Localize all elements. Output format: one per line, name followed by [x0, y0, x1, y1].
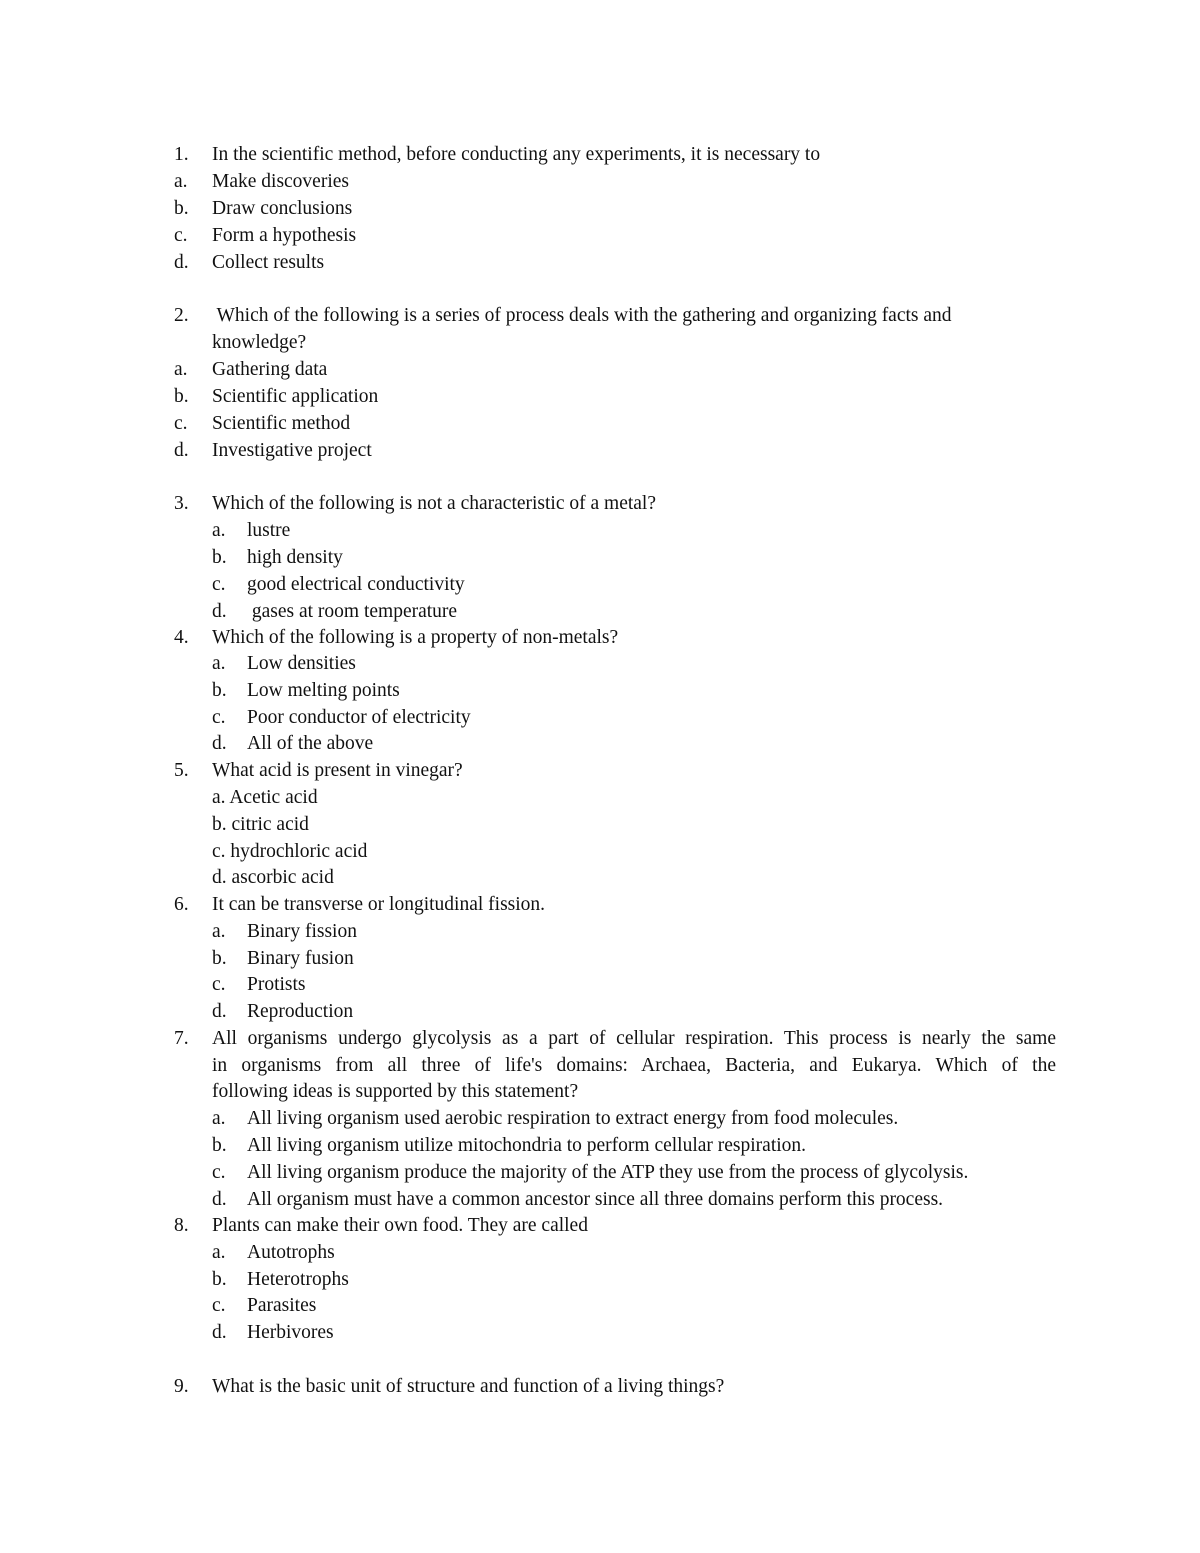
option-row: [0, 222, 1200, 249]
option-row: [0, 945, 1200, 972]
option-label: c.: [174, 225, 188, 246]
question-number: 9.: [174, 1376, 189, 1397]
option-row: [0, 517, 1200, 544]
option-text: a. Acetic acid: [212, 787, 318, 808]
option-text: Heterotrophs: [247, 1269, 349, 1290]
option-row: [0, 918, 1200, 945]
option-text: Reproduction: [247, 1001, 354, 1022]
option-label: d.: [174, 440, 189, 461]
option-text: Herbivores: [247, 1322, 334, 1343]
question-8: [0, 1212, 1200, 1239]
option-label: b.: [174, 386, 189, 407]
option-row: [0, 971, 1200, 998]
option-text: c. hydrochloric acid: [212, 841, 368, 862]
option-row: [0, 998, 1200, 1025]
option-text: All living organism used aerobic respiration to extract energy from food molecules.: [247, 1108, 899, 1129]
question-2: [0, 302, 1200, 329]
question-number: 5.: [174, 760, 189, 781]
option-row: [0, 784, 1200, 811]
option-text: lustre: [247, 520, 291, 541]
option-label: a.: [174, 171, 188, 192]
question-text-continued: [0, 1052, 1200, 1079]
option-text: Autotrophs: [247, 1242, 335, 1263]
option-label: b.: [212, 1269, 227, 1290]
option-text: Form a hypothesis: [212, 225, 357, 246]
option-row: [0, 1292, 1200, 1319]
option-label: a.: [212, 921, 226, 942]
option-text: gases at room temperature: [247, 601, 458, 622]
option-text: All living organism utilize mitochondria to perform cellular respiration.: [247, 1135, 807, 1156]
option-row: [0, 1132, 1200, 1159]
option-label: b.: [212, 680, 227, 701]
question-1: [0, 141, 1200, 168]
option-label: c.: [212, 1295, 226, 1316]
question-number: 1.: [174, 144, 189, 165]
option-label: b.: [212, 1135, 227, 1156]
option-text: Poor conductor of electricity: [247, 707, 471, 728]
option-row: [0, 544, 1200, 571]
option-text: Parasites: [247, 1295, 317, 1316]
option-label: d.: [212, 1001, 227, 1022]
option-label: a.: [212, 1242, 226, 1263]
option-label: a.: [212, 653, 226, 674]
option-text: b. citric acid: [212, 814, 309, 835]
option-row: [0, 1319, 1200, 1346]
question-4: [0, 624, 1200, 651]
option-text: Draw conclusions: [212, 198, 353, 219]
option-label: d.: [212, 1189, 227, 1210]
option-label: c.: [174, 413, 188, 434]
question-text: It can be transverse or longitudinal fission.: [212, 894, 546, 915]
option-text: All organism must have a common ancestor since all three domains perform this process.: [247, 1189, 944, 1210]
option-text: Binary fusion: [247, 948, 354, 969]
question-text: knowledge?: [212, 332, 307, 353]
option-row: [0, 650, 1200, 677]
option-row: [0, 598, 1200, 625]
option-row: [0, 730, 1200, 757]
option-text: Collect results: [212, 252, 325, 273]
question-text-continued: [0, 1078, 1200, 1105]
question-text: All organisms undergo glycolysis as a part of cellular respiration. This process is nearly the same: [212, 1028, 1056, 1049]
question-text: Plants can make their own food. They are called: [212, 1215, 588, 1236]
option-text: high density: [247, 547, 343, 568]
question-number: 7.: [174, 1028, 189, 1049]
question-9: [0, 1373, 1200, 1400]
option-row: [0, 410, 1200, 437]
option-text: Low densities: [247, 653, 356, 674]
option-label: b.: [212, 547, 227, 568]
question-text: following ideas is supported by this statement?: [212, 1081, 579, 1102]
option-label: c.: [212, 974, 226, 995]
option-label: d.: [212, 733, 227, 754]
option-text: Investigative project: [212, 440, 372, 461]
option-row: [0, 249, 1200, 276]
question-text: Which of the following is a property of non-metals?: [212, 627, 619, 648]
option-row: [0, 168, 1200, 195]
option-label: c.: [212, 574, 226, 595]
question-number: 2.: [174, 305, 189, 326]
option-row: [0, 838, 1200, 865]
option-row: [0, 1159, 1200, 1186]
option-text: d. ascorbic acid: [212, 867, 334, 888]
question-5: [0, 757, 1200, 784]
question-text: What is the basic unit of structure and function of a living things?: [212, 1376, 725, 1397]
option-row: [0, 864, 1200, 891]
question-number: 4.: [174, 627, 189, 648]
option-row: [0, 571, 1200, 598]
question-number: 3.: [174, 493, 189, 514]
option-row: [0, 383, 1200, 410]
option-text: All living organism produce the majority of the ATP they use from the process of glycolysis.: [247, 1162, 969, 1183]
option-text: Scientific method: [212, 413, 351, 434]
question-text: What acid is present in vinegar?: [212, 760, 463, 781]
option-label: a.: [212, 520, 226, 541]
option-label: d.: [174, 252, 189, 273]
option-text: Binary fission: [247, 921, 357, 942]
option-row: [0, 437, 1200, 464]
question-number: 8.: [174, 1215, 189, 1236]
question-text: in organisms from all three of life's domains: Archaea, Bacteria, and Eukarya. Which of the: [212, 1055, 1056, 1076]
option-label: d.: [212, 601, 227, 622]
option-label: b.: [212, 948, 227, 969]
option-label: a.: [174, 359, 188, 380]
option-row: [0, 1186, 1200, 1213]
question-text-continued: [0, 329, 1200, 356]
option-row: [0, 356, 1200, 383]
question-text: Which of the following is not a characteristic of a metal?: [212, 493, 656, 514]
option-text: All of the above: [247, 733, 374, 754]
option-text: Make discoveries: [212, 171, 349, 192]
question-6: [0, 891, 1200, 918]
option-text: Protists: [247, 974, 306, 995]
option-text: good electrical conductivity: [247, 574, 465, 595]
option-row: [0, 811, 1200, 838]
question-number: 6.: [174, 894, 189, 915]
option-label: a.: [212, 1108, 226, 1129]
option-label: c.: [212, 1162, 226, 1183]
option-label: c.: [212, 707, 226, 728]
option-text: Scientific application: [212, 386, 379, 407]
question-text: In the scientific method, before conducting any experiments, it is necessary to: [212, 144, 821, 165]
question-3: [0, 490, 1200, 517]
option-row: [0, 1266, 1200, 1293]
option-text: Low melting points: [247, 680, 400, 701]
option-text: Gathering data: [212, 359, 328, 380]
question-7: [0, 1025, 1200, 1052]
option-row: [0, 1105, 1200, 1132]
option-label: d.: [212, 1322, 227, 1343]
option-row: [0, 195, 1200, 222]
option-label: b.: [174, 198, 189, 219]
option-row: [0, 1239, 1200, 1266]
option-row: [0, 677, 1200, 704]
question-text: Which of the following is a series of process deals with the gathering and organizing facts and: [212, 305, 952, 326]
option-row: [0, 704, 1200, 731]
